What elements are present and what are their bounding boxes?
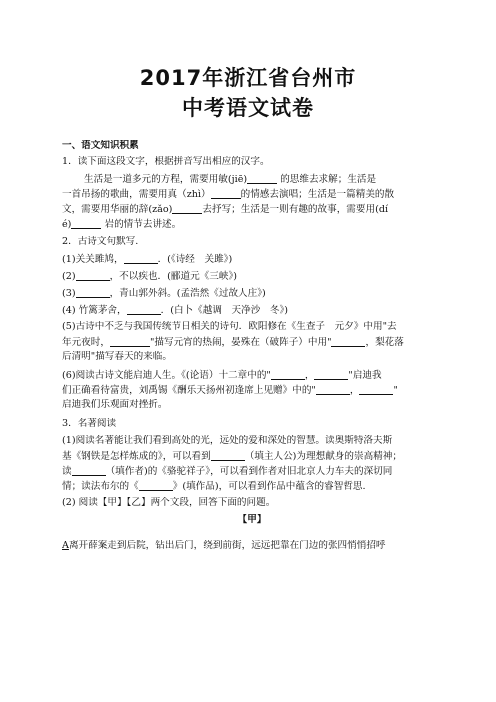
- q1-line: 生活是一道多元的方程，需要用敏(jiē) 的思维去求解；生活是: [84, 174, 377, 185]
- answer-blank[interactable]: [110, 336, 150, 347]
- q2-item-cont: 启迪我们乐观面对挫折。: [62, 399, 168, 410]
- answer-blank[interactable]: [76, 287, 110, 298]
- q1-line: 文，需要用华丽的辞(zǎo) 去抒写；生活是一则有趣的故事，需要用(dí: [62, 204, 389, 215]
- q3-item: (2) 阅读【甲】【乙】两个文段，回答下面的问题。: [62, 497, 276, 508]
- q2-prompt: 2．古诗文句默写.: [62, 236, 139, 247]
- q3-prompt: 3．名著阅读: [62, 418, 117, 429]
- underlined-name: A: [62, 540, 69, 551]
- answer-blank[interactable]: [124, 253, 158, 264]
- answer-blank[interactable]: [211, 450, 245, 461]
- q1-prompt: 1．读下面这段文字，根据拼音写出相应的汉字。: [62, 156, 270, 167]
- q2-item: (3) ，青山郭外斜。(孟浩然《过故人庄》): [62, 288, 266, 299]
- answer-blank[interactable]: [331, 336, 365, 347]
- answer-blank[interactable]: [127, 304, 161, 315]
- exam-subtitle: 中考语文试卷: [182, 96, 314, 120]
- answer-blank[interactable]: [359, 384, 393, 395]
- answer-blank[interactable]: [314, 369, 348, 380]
- answer-blank[interactable]: [247, 173, 277, 184]
- answer-blank[interactable]: [316, 384, 350, 395]
- q1-line: é) 岩的情节去讲述。: [62, 219, 182, 230]
- exam-title: 2017年浙江省台州市: [139, 66, 357, 90]
- answer-blank[interactable]: [71, 218, 101, 229]
- q3-item-cont: 读 （填作者)的《骆驼祥子》，可以看到作者对旧北京人力车夫的深切同: [62, 466, 393, 477]
- answer-blank[interactable]: [271, 369, 305, 380]
- q1-line: 一首吊扬的歌曲，需要用真（zhì） 的情感去演唱；生活是一篇精美的散: [62, 189, 395, 200]
- passage-text: A离开薛案走到后院，钻出后门，绕到前街，远远把靠在门边的张四悄悄招呼: [62, 540, 386, 551]
- q3-item-cont: 情；读法布尔的《 》(填作品)，可以看到作品中蕴含的睿智哲思.: [62, 481, 366, 492]
- q2-item: (6)阅读古诗文能启迪人生。《(论语）十二章中的" ， "启迪我: [62, 370, 382, 381]
- q2-item: (5)古诗中不乏与我国传统节日相关的诗句．欧阳修在《生查子 元夕》中用"去: [62, 321, 397, 332]
- q2-item: (1)关关雎鸠， ．(《诗经 关雎》): [62, 254, 233, 265]
- q3-item-cont: 基《钢铁是怎样炼成的》，可以看到 （填主人公)为理想献身的崇高精神；: [62, 451, 402, 462]
- q2-item-cont: 们正确看待富贵，刘禹锡《酬乐天扬州初逢席上见赠》中的" ， ": [62, 385, 398, 396]
- q2-item-cont: 后清明"描写春天的来临。: [62, 351, 172, 362]
- q2-item-cont: 年元夜时， "描写元宵的热闹，晏殊在（破阵子）中用" ，梨花落: [62, 337, 404, 348]
- answer-blank[interactable]: [139, 480, 173, 491]
- q2-item: (4) 竹篱茅舍， ．(白卜《越调 天净沙 冬》): [62, 305, 289, 316]
- q3-item: (1)阅读名著能让我们看到高处的光，远处的爱和深处的智慧。读奥斯特洛夫斯: [62, 435, 393, 446]
- passage-label: 【甲】: [237, 514, 267, 525]
- answer-blank[interactable]: [172, 203, 202, 214]
- q2-item: (2) ，不以疾也．(郦道元《三峡》): [62, 271, 237, 282]
- answer-blank[interactable]: [76, 270, 110, 281]
- answer-blank[interactable]: [72, 465, 106, 476]
- section-heading: 一、语文知识积累: [62, 140, 139, 151]
- answer-blank[interactable]: [211, 188, 241, 199]
